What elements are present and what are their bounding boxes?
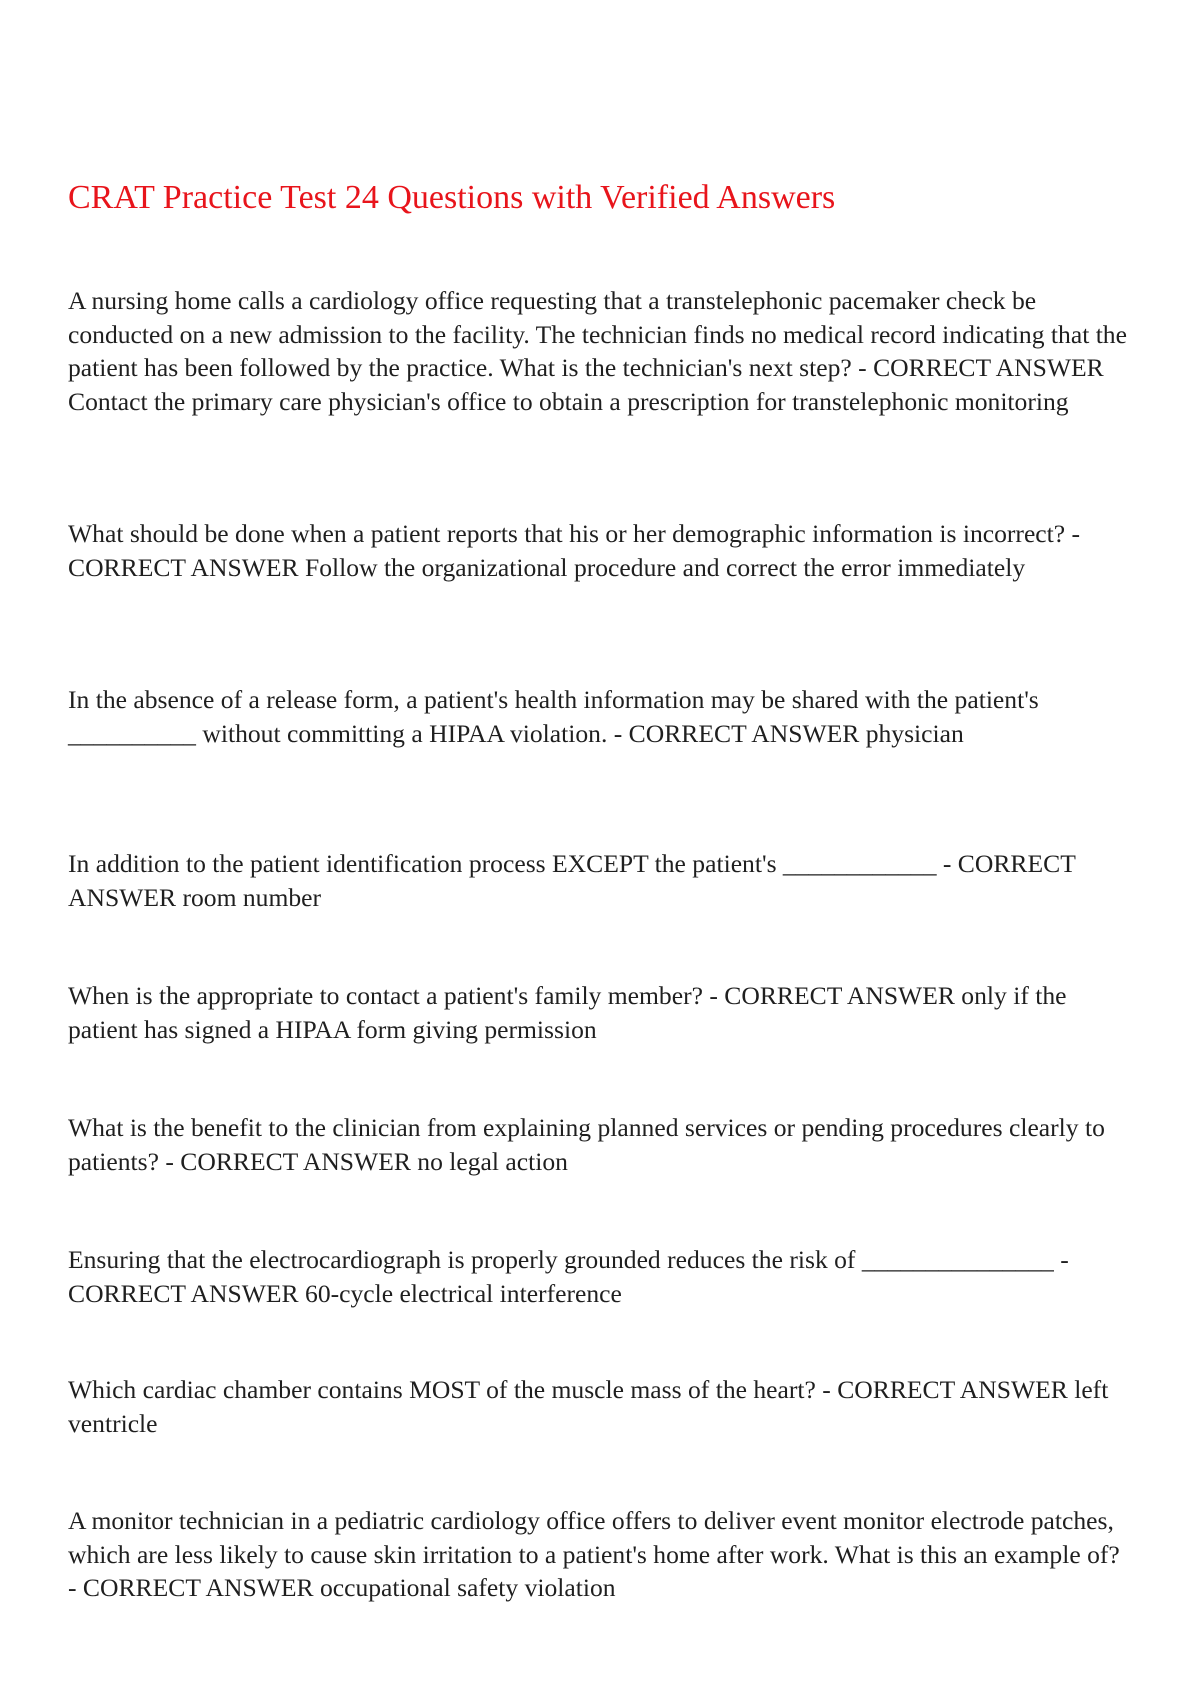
question-answer-6: What is the benefit to the clinician from explaining planned services or pending procedures clearly to patients? - CORRECT ANSWER no legal action (68, 1113, 1105, 1176)
question-answer-9: A monitor technician in a pediatric cardiology office offers to deliver event monitor electrode patches, which are less likely to cause skin irritation to a patient's home after work. What is this an example of? - CORRECT ANSWER occupational safety violation (68, 1506, 1120, 1602)
question-answer-5: When is the appropriate to contact a patient's family member? - CORRECT ANSWER only if the patient has signed a HIPAA form giving permission (68, 981, 1067, 1044)
question-answer-7: Ensuring that the electrocardiograph is properly grounded reduces the risk of _______________ - CORRECT ANSWER 60-cycle electrical interference (68, 1245, 1069, 1308)
question-answer-3: In the absence of a release form, a patient's health information may be shared with the patient's __________ without committing a HIPAA violation. - CORRECT ANSWER physician (68, 685, 1039, 748)
question-answer-4: In addition to the patient identification process EXCEPT the patient's ____________ - CORRECT ANSWER room number (68, 849, 1076, 912)
question-answer-2: What should be done when a patient reports that his or her demographic information is incorrect? - CORRECT ANSWER Follow the organizational procedure and correct the error immediately (68, 519, 1081, 582)
document-title: CRAT Practice Test 24 Questions with Verified Answers (68, 179, 836, 216)
question-answer-8: Which cardiac chamber contains MOST of the muscle mass of the heart? - CORRECT ANSWER left ventricle (68, 1375, 1109, 1438)
question-answer-1: A nursing home calls a cardiology office requesting that a transtelephonic pacemaker check be conducted on a new admission to the facility. The technician finds no medical record indicating that the patient has been followed by the practice. What is the technician's next step? - CORRECT ANSWER Contact the primary care physician's office to obtain a prescription for transtelephonic monitoring (68, 286, 1127, 416)
